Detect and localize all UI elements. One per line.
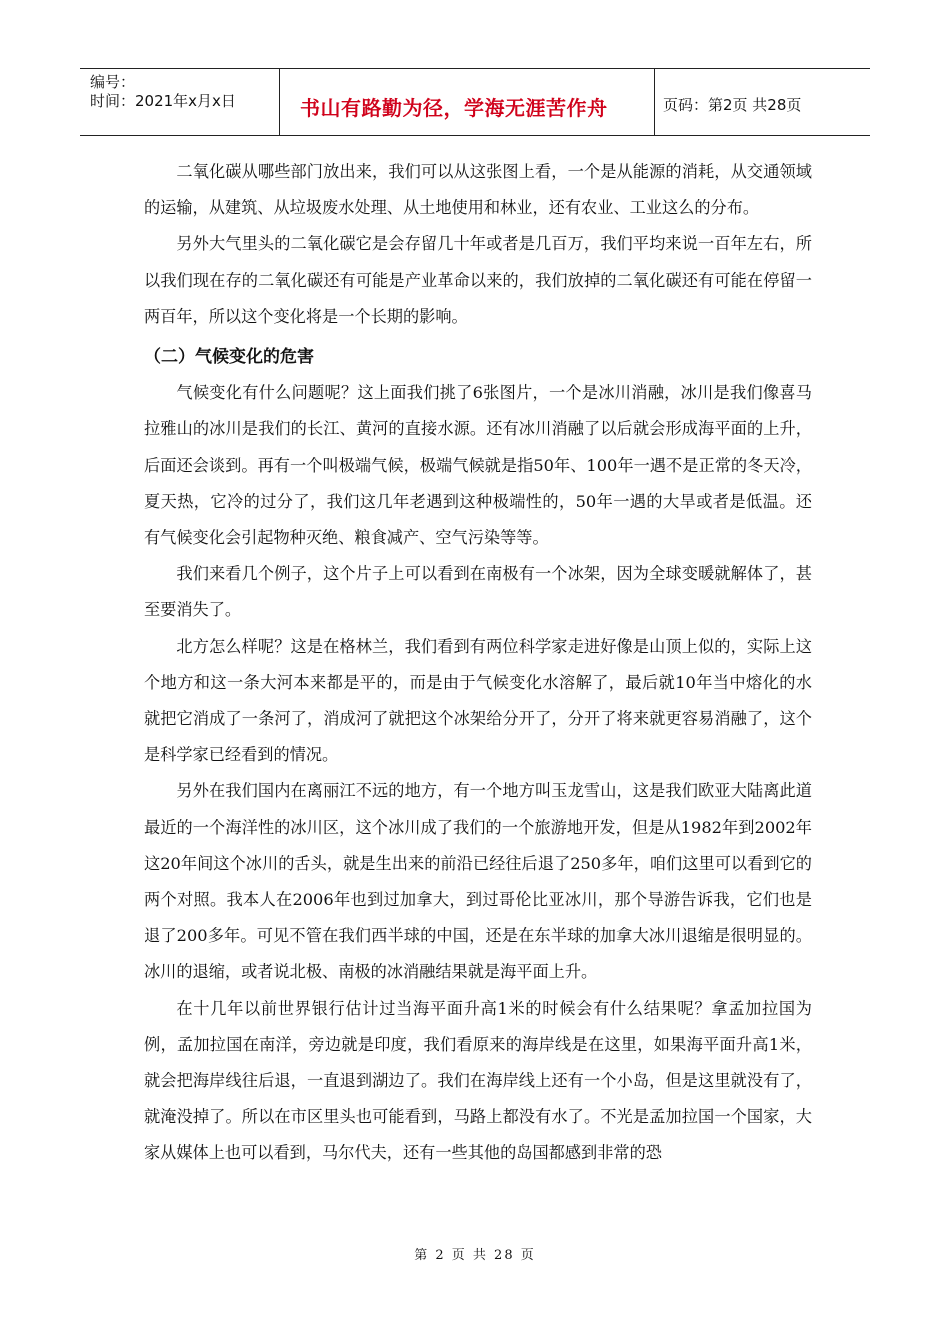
body-paragraph: 另外大气里头的二氧化碳它是会存留几十年或者是几百万，我们平均来说一百年左右，所以我们现在存的二氧化碳还有可能是产业革命以来的，我们放掉的二氧化碳还有可能在停留一两百年，所以这个变化将是一个长期的影响。: [144, 234, 812, 326]
body-paragraph: 在十几年以前世界银行估计过当海平面升高1米的时候会有什么结果呢？拿孟加拉国为例，孟加拉国在南洋，旁边就是印度，我们看原来的海岸线是在这里，如果海平面升高1米，就会把海岸线往后退，一直退到湖边了。我们在海岸线上还有一个小岛，但是这里就没有了，就淹没掉了。所以在市区里头也可能看到，马路上都没有水了。不光是孟加拉国一个国家，大家从媒体上也可以看到，马尔代夫，还有一些其他的岛国都感到非常的恐: [144, 998, 812, 1163]
document-time-label: 时间：2021年x月x日: [90, 92, 236, 110]
header-motto: 书山有路勤为径，学海无涯苦作舟: [300, 95, 608, 120]
document-body: [144, 154, 812, 1172]
header-page-info: 页码：第2页 共28页: [663, 95, 802, 114]
section-heading: （二）气候变化的危害: [144, 347, 314, 368]
footer-page-number: 第 2 页 共 28 页: [414, 1248, 536, 1263]
header-page-cell: [655, 69, 870, 135]
document-number-label: 编号：: [90, 73, 136, 91]
body-paragraph: 我们来看几个例子，这个片子上可以看到在南极有一个冰架，因为全球变暖就解体了，甚至要消失了。: [144, 564, 812, 620]
header-meta-cell: [80, 69, 280, 135]
page-header: [80, 68, 870, 136]
page-footer: [0, 1244, 950, 1263]
body-paragraph: 北方怎么样呢？这是在格林兰，我们看到有两位科学家走进好像是山顶上似的，实际上这个地方和这一条大河本来都是平的，而是由于气候变化水溶解了，最后就10年当中熔化的水就把它消成了一条河了，消成河了就把这个冰架给分开了，分开了将来就更容易消融了，这个是科学家已经看到的情况。: [144, 636, 812, 765]
body-paragraph: 气候变化有什么问题呢？这上面我们挑了6张图片，一个是冰川消融，冰川是我们像喜马拉雅山的冰川是我们的长江、黄河的直接水源。还有冰川消融了以后就会形成海平面的上升，后面还会谈到。再有一个叫极端气候，极端气候就是指50年、100年一遇不是正常的冬天冷，夏天热，它冷的过分了，我们这几年老遇到这种极端性的，50年一遇的大旱或者是低温。还有气候变化会引起物种灭绝、粮食减产、空气污染等等。: [144, 383, 812, 548]
header-motto-cell: [280, 69, 655, 135]
body-paragraph: 二氧化碳从哪些部门放出来，我们可以从这张图上看，一个是从能源的消耗，从交通领域的运输，从建筑、从垃圾废水处理、从土地使用和林业，还有农业、工业这么的分布。: [144, 162, 812, 218]
body-paragraph: 另外在我们国内在离丽江不远的地方，有一个地方叫玉龙雪山，这是我们欧亚大陆离此道最近的一个海洋性的冰川区，这个冰川成了我们的一个旅游地开发，但是从1982年到2002年这20年间这个冰川的舌头，就是生出来的前沿已经往后退了250多年，咱们这里可以看到它的两个对照。我本人在2006年也到过加拿大，到过哥伦比亚冰川，那个导游告诉我，它们也是退了200多年。可见不管在我们西半球的中国，还是在东半球的加拿大冰川退缩是很明显的。冰川的退缩，或者说北极、南极的冰消融结果就是海平面上升。: [144, 781, 812, 982]
